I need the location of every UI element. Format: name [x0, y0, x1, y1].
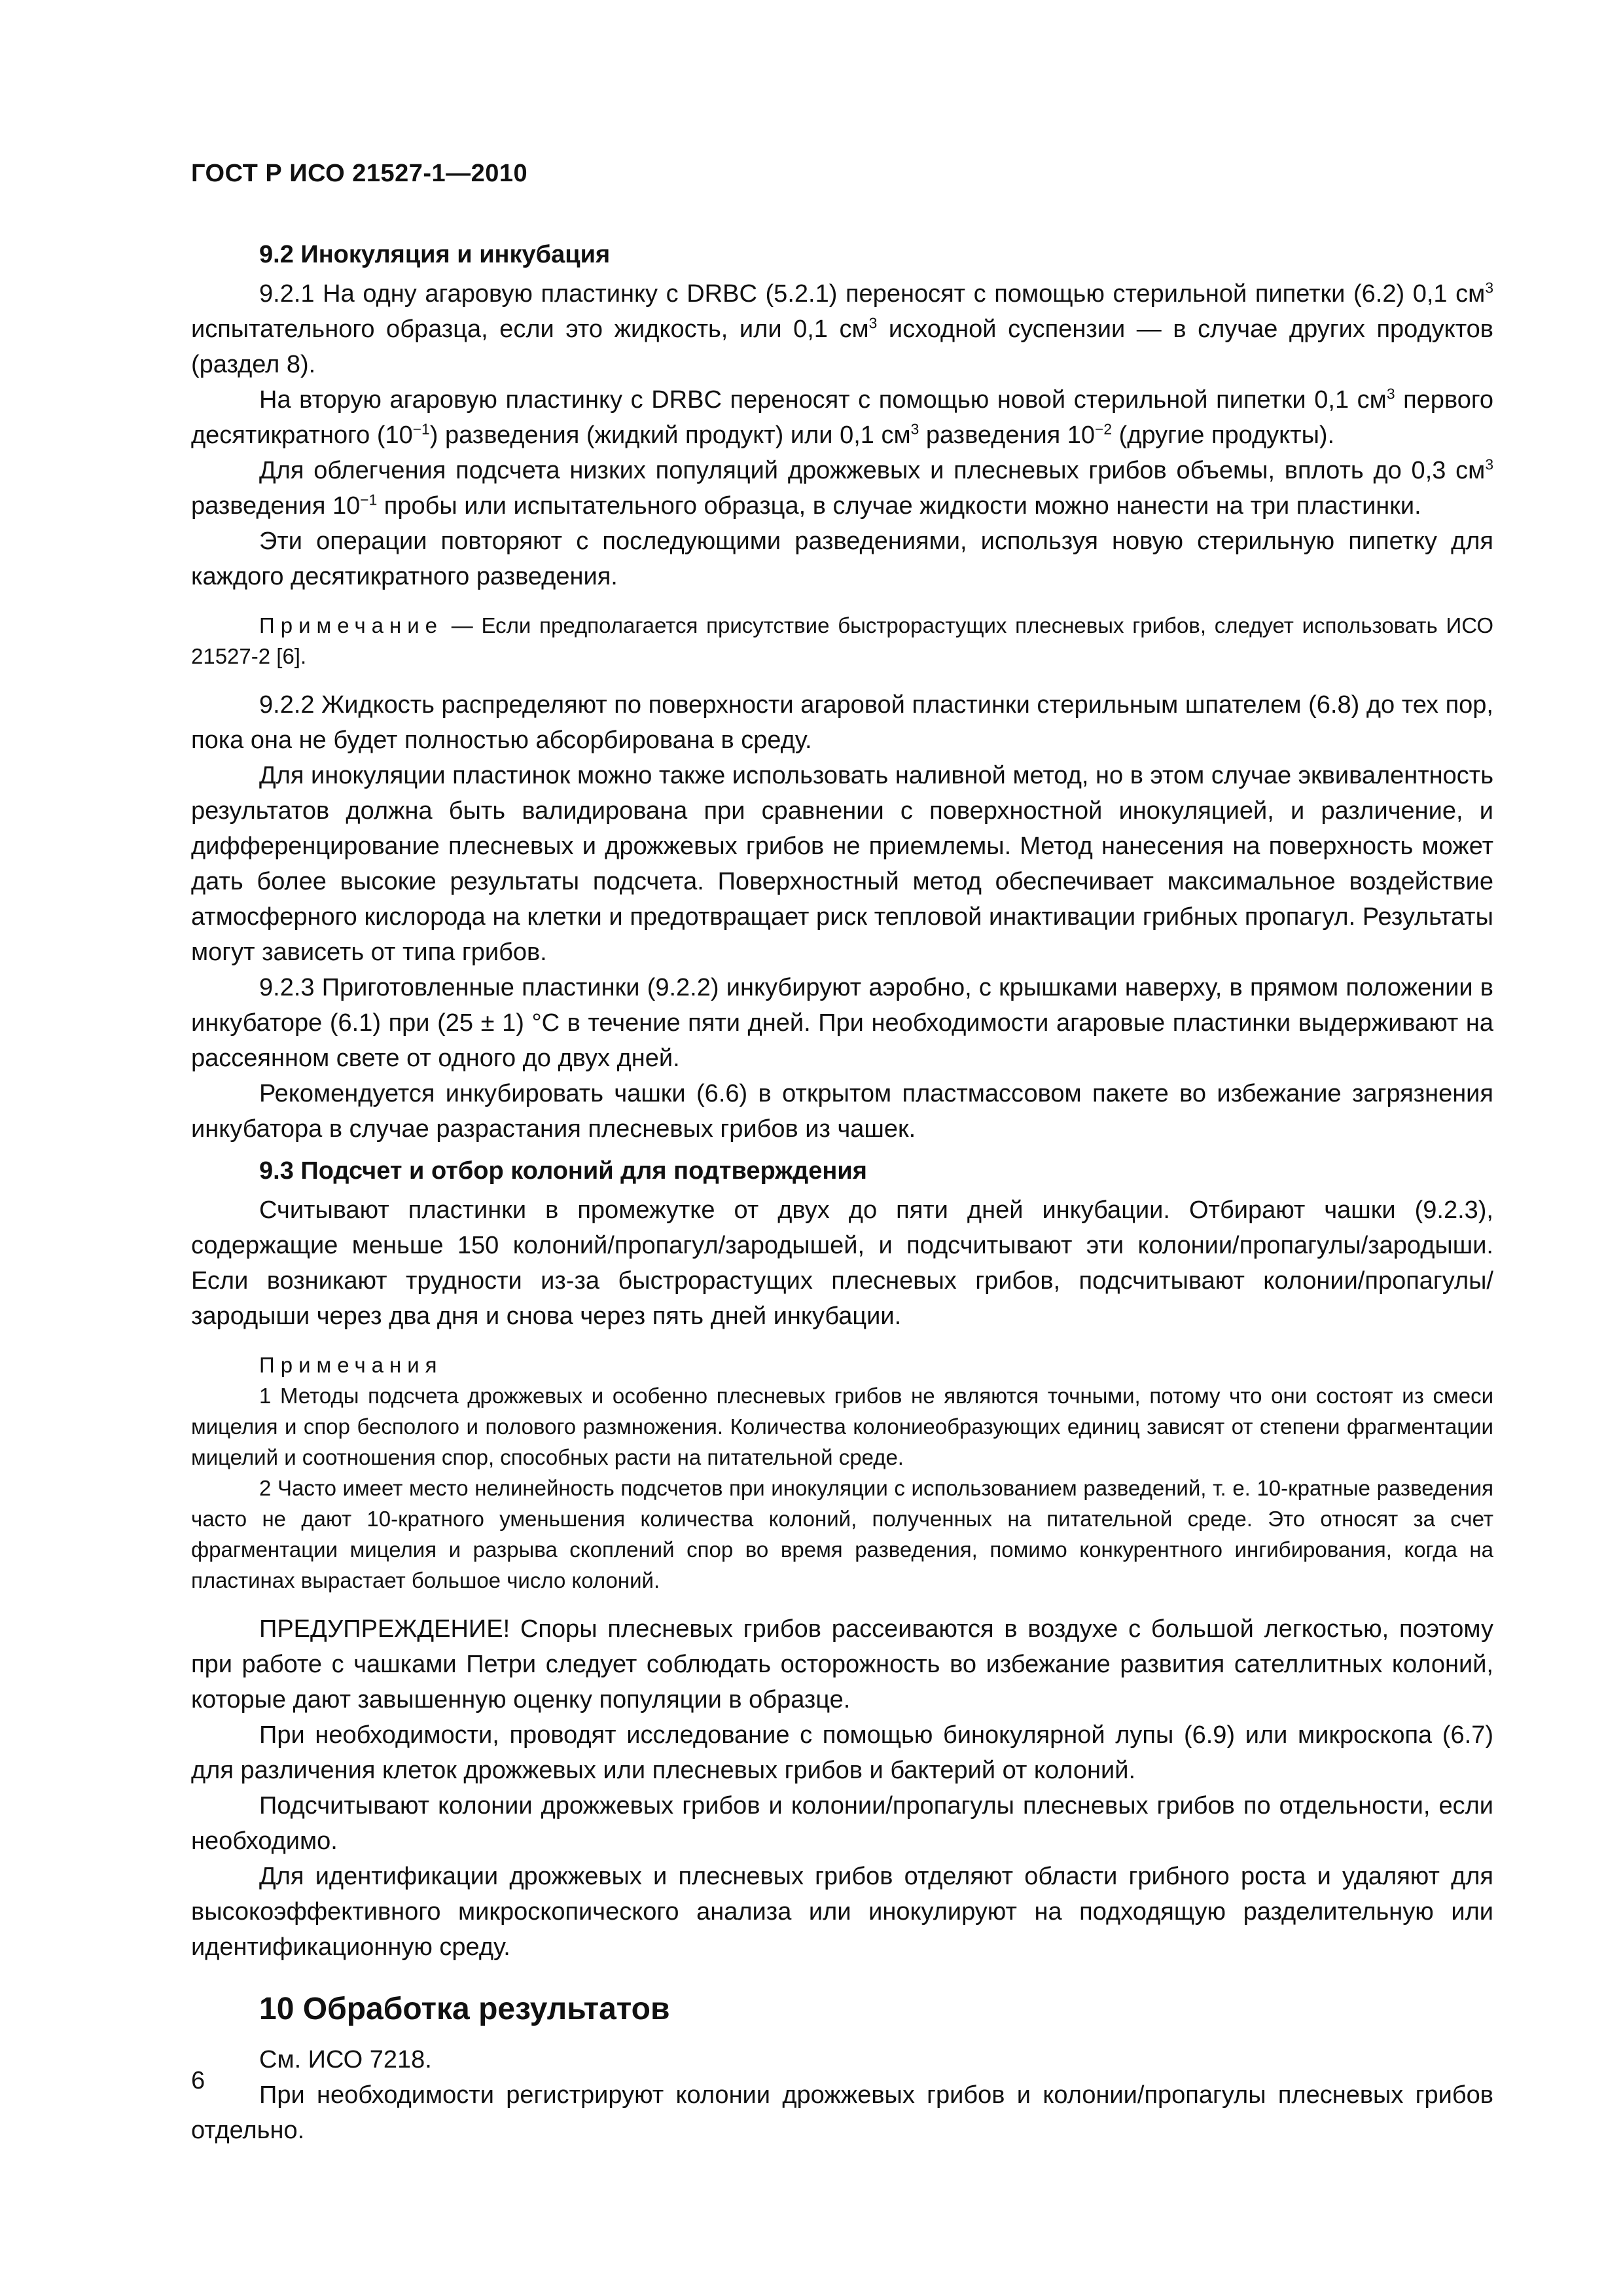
paragraph-read-plates: Считывают пластинки в промежутке от двух до пяти дней инкубации. Отбирают чашки (9.2.3), содержащие меньше 150 колоний/пропагул/зародышей, и подсчитывают эти колонии/пропагулы/зародыши. Если возникают трудности из-за быстрорастущих плесневых грибов, подсчитывают колонии/пропагулы/зародыши через два дня и снова через пять дней инкубации. — [191, 1196, 1493, 1330]
document-header: ГОСТ Р ИСО 21527-1—2010 — [191, 160, 528, 187]
note-label: Примечание — [259, 613, 444, 637]
paragraph-low-populations: Для облегчения подсчета низких популяций дрожжевых и плесневых грибов объемы, вплоть до 0,3 $см^3$ разведения $10^{-1}$ пробы или испытательного образца, в случае жидкости можно нанести на три пластинки. — [191, 456, 1493, 520]
paragraph-binocular: При необходимости, проводят исследование с помощью бинокулярной лупы (6.9) или микроскопа (6.7) для различения клеток дрожжевых или плесневых грибов и бактерий от колоний. — [191, 1721, 1493, 1784]
paragraph-incubate-bag: Рекомендуется инкубировать чашки (6.6) в открытом пластмассовом пакете во избежание загрязнения инкубатора в случае разрастания плесневых грибов из чашек. — [191, 1080, 1493, 1143]
notes-label: Примечания — [259, 1353, 443, 1377]
paragraph-identification: Для идентификации дрожжевых и плесневых грибов отделяют области грибного роста и удаляют для высокоэффективного микроскопического анализа или инокулируют на подходящую разделительную или идентификационную среду. — [191, 1863, 1493, 1961]
paragraph-count-separately: Подсчитывают колонии дрожжевых грибов и колонии/пропагулы плесневых грибов по отдельности, если необходимо. — [191, 1792, 1493, 1855]
note-1: 1 Методы подсчета дрожжевых и особенно плесневых грибов не являются точными, потому что они состоят из смеси мицелия и спор бесполого и полового размножения. Количества колониеобразующих единиц зависят от степени фрагментации мицелий и соотношения спор, способных расти на питательной среде. — [191, 1384, 1493, 1469]
paragraph-pour-method: Для инокуляции пластинок можно также использовать наливной метод, но в этом случае эквивалентность результатов должна быть валидирована при сравнении с поверхностной инокуляцией, и различение, и дифференцирование плесневых и дрожжевых грибов не приемлемы. Метод нанесения на поверхность может дать более высокие результаты подсчета. Поверхностный метод обеспечивает максимальное воздействие атмосферного кислорода на клетки и предотвращает риск тепловой инактивации грибных пропагул. Результаты могут зависеть от типа грибов. — [191, 762, 1493, 966]
paragraph-9-2-1: 9.2.1 На одну агаровую пластинку с DRBC (5.2.1) переносят с помощью стерильной пипетки (6.2) 0,1 $см^3$ испытательного образца, если это жидкость, или 0,1 $см^3$ исходной суспензии — в случае других продуктов (раздел 8). — [191, 279, 1493, 378]
paragraph-repeat-operations: Эти операции повторяют с последующими разведениями, используя новую стерильную пипетку для каждого десятикратного разведения. — [191, 528, 1493, 590]
paragraph-9-2-2: 9.2.2 Жидкость распределяют по поверхности агаровой пластинки стерильным шпателем (6.8) до тех пор, пока она не будет полностью абсорбирована в среду. — [191, 691, 1493, 754]
notes-block-9-3 — [191, 1350, 1493, 1596]
paragraph-second-plate: На вторую агаровую пластинку с DRBC переносят с помощью новой стерильной пипетки 0,1 $см^3$ первого десятикратного $(10^{-1})$ разведения (жидкий продукт) или 0,1 $см^3$ разведения $10^{-2}$ (другие продукты). — [191, 385, 1493, 449]
note-2: 2 Часто имеет место нелинейность подсчетов при инокуляции с использованием разведений, т. е. 10-кратные разведения часто не дают 10-кратного уменьшения количества колоний, полученных на питательной среде. Это относят за счет фрагментации мицелия и разрыва скоплений спор во время разведения, помимо конкурентного ингибирования, когда на пластинах вырастает большое число колоний. — [191, 1476, 1493, 1592]
document-page — [191, 157, 1493, 2148]
section-9-3-heading: 9.3 Подсчет и отбор колоний для подтверждения — [259, 1157, 867, 1185]
paragraph-register-colonies: При необходимости регистрируют колонии дрожжевых грибов и колонии/пропагулы плесневых грибов отдельно. — [191, 2081, 1493, 2144]
note-block-9-2 — [191, 610, 1493, 672]
paragraph-warning: ПРЕДУПРЕЖДЕНИЕ! Споры плесневых грибов рассеиваются в воздухе с большой легкостью, поэтому при работе с чашками Петри следует соблюдать осторожность во избежание развития сателлитных колоний, которые дают завышенную оценку популяции в образце. — [191, 1615, 1493, 1713]
paragraph-see-iso: См. ИСО 7218. — [259, 2046, 432, 2073]
page-number: 6 — [191, 2067, 205, 2094]
paragraph-9-2-3: 9.2.3 Приготовленные пластинки (9.2.2) инкубируют аэробно, с крышками наверху, в прямом положении в инкубаторе (6.1) при (25 ± 1) °С в течение пяти дней. При необходимости агаровые пластинки выдерживают на рассеянном свете от одного до двух дней. — [191, 974, 1493, 1072]
section-9-2-heading: 9.2 Инокуляция и инкубация — [259, 241, 611, 268]
section-10-heading: 10 Обработка результатов — [259, 1992, 670, 2026]
note-fast-growing-molds: Примечание — Если предполагается присутствие быстрорастущих плесневых грибов, следует использовать ИСО 21527-2 [6]. — [191, 613, 1493, 668]
